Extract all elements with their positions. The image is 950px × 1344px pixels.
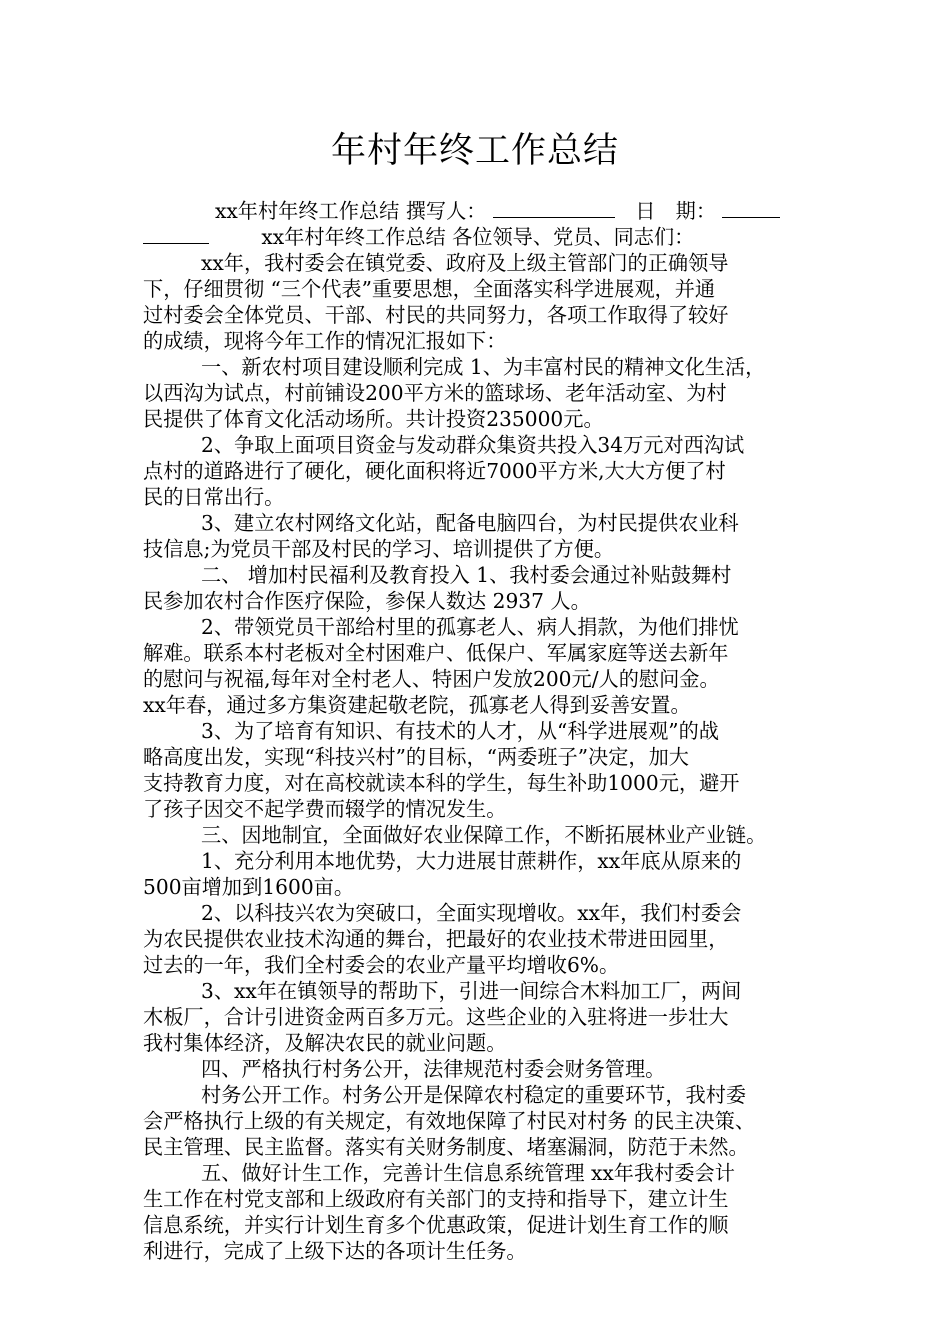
date-label: 日 期： (635, 199, 717, 223)
document-title: 年村年终工作总结 (330, 131, 619, 171)
date-blank-continued (143, 225, 209, 244)
writer-label: xx年村年终工作总结 撰写人： (215, 199, 487, 223)
section-heading-line: 五、做好计生工作，完善计生信息系统管理 xx年我村委会计 (201, 1161, 735, 1185)
paragraph-line: 会严格执行上级的有关规定，有效地保障了村民对村务 的民主决策、 (143, 1109, 756, 1133)
paragraph-line: 了孩子因交不起学费而辍学的情况发生。 (143, 797, 507, 821)
paragraph-line: 我村集体经济，及解决农民的就业问题。 (143, 1031, 507, 1055)
paragraph-line: 的慰问与祝福,每年对全村老人、特困户发放200元/人的慰问金。 (143, 667, 720, 691)
header-line (143, 198, 815, 224)
paragraph-line: 为农民提供农业技术沟通的舞台，把最好的农业技术带进田园里， (143, 927, 729, 951)
paragraph-line: 1、充分利用本地优势，大力进展甘蔗耕作，xx年底从原来的 (201, 849, 742, 873)
paragraph-line: 利进行，完成了上级下达的各项计生任务。 (143, 1239, 527, 1263)
paragraph-line: 民的日常出行。 (143, 485, 285, 509)
paragraph-line: 支持教育力度，对在高校就读本科的学生，每生补助1000元，避开 (143, 771, 740, 795)
document-body (143, 198, 815, 1264)
paragraph-line: 民主管理、民主监督。落实有关财务制度、堵塞漏洞，防范于未然。 (143, 1135, 749, 1159)
paragraph-line: 以西沟为试点，村前铺设200平方米的篮球场、老年活动室、为村 (143, 381, 727, 405)
paragraph-line: 2、争取上面项目资金与发动群众集资共投入34万元对西沟试 (201, 433, 745, 457)
section-heading-line: 三、因地制宜，全面做好农业保障工作，不断拓展林业产业链。 (201, 823, 767, 847)
paragraph-line: 略高度出发，实现“科技兴村”的目标，“两委班子”决定，加大 (143, 745, 689, 769)
paragraph-line: 民参加农村合作医疗保险，参保人数达 2937 人。 (143, 589, 591, 613)
paragraph-line: 过村委会全体党员、干部、村民的共同努力，各项工作取得了较好 (143, 303, 729, 327)
writer-blank (493, 199, 615, 218)
greeting-line (143, 224, 815, 250)
paragraph-line: 3、建立农村网络文化站，配备电脑四台，为村民提供农业科 (201, 511, 739, 535)
paragraph-line: 民提供了体育文化活动场所。共计投资235000元。 (143, 407, 604, 431)
paragraph-line: 500亩增加到1600亩。 (143, 875, 355, 899)
greeting-text: xx年村年终工作总结 各位领导、党员、同志们： (261, 225, 695, 249)
paragraph-line: 过去的一年，我们全村委会的农业产量平均增收6%。 (143, 953, 620, 977)
paragraph-line: 木板厂，合计引进资金两百多万元。这些企业的入驻将进一步壮大 (143, 1005, 729, 1029)
paragraph-line: 解难。联系本村老板对全村困难户、低保户、军属家庭等送去新年 (143, 641, 729, 665)
paragraph-line: 技信息;为党员干部及村民的学习、培训提供了方便。 (143, 537, 615, 561)
paragraph-line: 信息系统，并实行计划生育多个优惠政策，促进计划生育工作的顺 (143, 1213, 729, 1237)
paragraph-line: 的成绩，现将今年工作的情况汇报如下： (143, 329, 507, 353)
section-heading-line: 一、新农村项目建设顺利完成 1、为丰富村民的精神文化生活， (201, 355, 766, 379)
paragraph-line: 3、为了培育有知识、有技术的人才，从“科学进展观”的战 (201, 719, 719, 743)
paragraph-line: 2、以科技兴农为突破口，全面实现增收。xx年，我们村委会 (201, 901, 742, 925)
paragraph-line: 2、带领党员干部给村里的孤寡老人、病人捐款，为他们排忧 (201, 615, 739, 639)
paragraph-line: xx年，我村委会在镇党委、政府及上级主管部门的正确领导 (201, 251, 729, 275)
paragraph-line: xx年春，通过多方集资建起敬老院，孤寡老人得到妥善安置。 (143, 693, 691, 717)
paragraph-line: 村务公开工作。村务公开是保障农村稳定的重要环节，我村委 (201, 1083, 747, 1107)
paragraph-line: 点村的道路进行了硬化，硬化面积将近7000平方米,大大方便了村 (143, 459, 726, 483)
paragraph-line: 3、xx年在镇领导的帮助下，引进一间综合木料加工厂，两间 (201, 979, 742, 1003)
paragraph-line: 下，仔细贯彻 “三个代表”重要思想，全面落实科学进展观，并通 (143, 277, 716, 301)
date-blank (722, 199, 780, 218)
section-heading-line: 二、 增加村民福利及教育投入 1、我村委会通过补贴鼓舞村 (201, 563, 732, 587)
section-heading-line: 四、严格执行村务公开，法律规范村委会财务管理。 (201, 1057, 666, 1081)
paragraph-line: 生工作在村党支部和上级政府有关部门的支持和指导下，建立计生 (143, 1187, 729, 1211)
